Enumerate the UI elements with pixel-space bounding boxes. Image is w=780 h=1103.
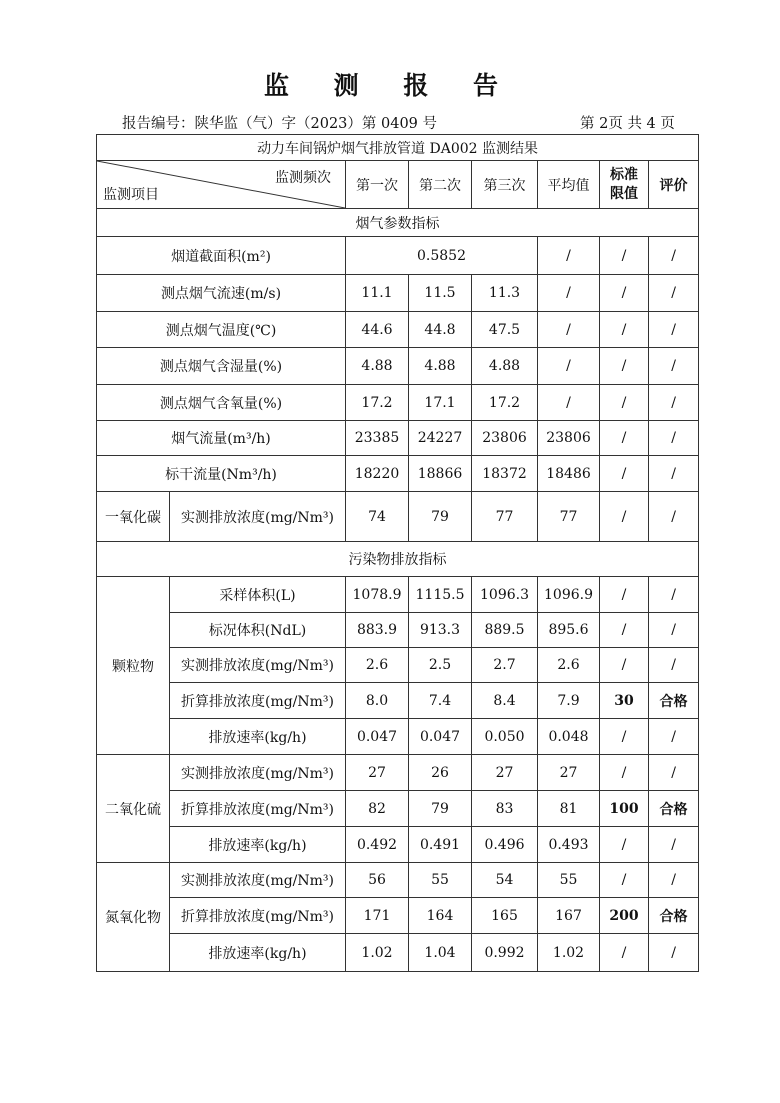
table-row (97, 348, 699, 385)
standard-limit-value: / (600, 312, 649, 348)
diagonal-header-cell (97, 161, 346, 209)
report-number: 报告编号：陕华监（气）字（2023）第 0409 号 (122, 116, 438, 132)
evaluation-value: / (649, 934, 699, 972)
table-row (97, 755, 699, 791)
run-2-value: 79 (409, 492, 472, 542)
header-average: 平均值 (538, 161, 600, 209)
table-row (97, 492, 699, 542)
parameter-label: 烟气流量(m³/h) (97, 421, 346, 456)
table-row (97, 385, 699, 421)
standard-limit-value: / (600, 934, 649, 972)
run-3-value: 0.496 (472, 827, 538, 863)
average-value: 55 (538, 863, 600, 898)
evaluation-value: / (649, 456, 699, 492)
pollutant-group-nox: 氮氧化物 (97, 863, 170, 972)
run-2-value: 55 (409, 863, 472, 898)
standard-limit-value: / (600, 613, 649, 648)
run-2-value: 44.8 (409, 312, 472, 348)
standard-limit-value: 100 (600, 791, 649, 827)
standard-limit-value: 200 (600, 898, 649, 934)
run-1-value: 74 (346, 492, 409, 542)
header-evaluation: 评价 (649, 161, 699, 209)
table-row (97, 237, 699, 275)
evaluation-value: / (649, 755, 699, 791)
section-title-params: 烟气参数指标 (97, 209, 699, 237)
indicator-label: 排放速率(kg/h) (170, 827, 346, 863)
parameter-label: 烟道截面积(m²) (97, 237, 346, 275)
run-2-value: 18866 (409, 456, 472, 492)
header-run-3: 第三次 (472, 161, 538, 209)
run-2-value: 7.4 (409, 683, 472, 719)
run-2-value: 79 (409, 791, 472, 827)
run-3-value: 47.5 (472, 312, 538, 348)
header-standard-limit: 标准限值 (600, 161, 649, 209)
evaluation-value: / (649, 312, 699, 348)
run-1-value: 1.02 (346, 934, 409, 972)
indicator-label: 排放速率(kg/h) (170, 934, 346, 972)
run-3-value: 889.5 (472, 613, 538, 648)
standard-limit-value: 30 (600, 683, 649, 719)
header-run-2: 第二次 (409, 161, 472, 209)
run-1-value: 27 (346, 755, 409, 791)
average-value: / (538, 275, 600, 312)
table-row (97, 827, 699, 863)
header-row (97, 161, 699, 209)
evaluation-value: / (649, 577, 699, 613)
run-3-value: 11.3 (472, 275, 538, 312)
table-row (97, 275, 699, 312)
parameter-label: 测点烟气温度(℃) (97, 312, 346, 348)
run-3-value: 17.2 (472, 385, 538, 421)
run-3-value: 27 (472, 755, 538, 791)
evaluation-value: 合格 (649, 791, 699, 827)
section-title-pollutants: 污染物排放指标 (97, 542, 699, 577)
run-3-value: 77 (472, 492, 538, 542)
standard-limit-value: / (600, 577, 649, 613)
table-row (97, 863, 699, 898)
monitoring-results-table (96, 134, 699, 972)
average-value: / (538, 312, 600, 348)
run-1-value: 23385 (346, 421, 409, 456)
evaluation-value: / (649, 648, 699, 683)
run-2-value: 26 (409, 755, 472, 791)
pollutant-group-so2: 二氧化硫 (97, 755, 170, 863)
table-row (97, 791, 699, 827)
average-value: 23806 (538, 421, 600, 456)
evaluation-value: / (649, 492, 699, 542)
run-1-value: 0.492 (346, 827, 409, 863)
run-2-value: 0.047 (409, 719, 472, 755)
indicator-label: 实测排放浓度(mg/Nm³) (170, 492, 346, 542)
section-row (97, 209, 699, 237)
table-row (97, 719, 699, 755)
run-3-value: 0.992 (472, 934, 538, 972)
run-3-value: 18372 (472, 456, 538, 492)
standard-limit-value: / (600, 237, 649, 275)
average-value: 2.6 (538, 648, 600, 683)
evaluation-value: / (649, 421, 699, 456)
standard-limit-value: / (600, 755, 649, 791)
run-1-value: 4.88 (346, 348, 409, 385)
indicator-label: 折算排放浓度(mg/Nm³) (170, 898, 346, 934)
evaluation-value: / (649, 613, 699, 648)
run-1-value: 11.1 (346, 275, 409, 312)
average-value: 895.6 (538, 613, 600, 648)
evaluation-value: 合格 (649, 683, 699, 719)
indicator-label: 标况体积(NdL) (170, 613, 346, 648)
run-3-value: 2.7 (472, 648, 538, 683)
evaluation-value: / (649, 719, 699, 755)
evaluation-value: / (649, 863, 699, 898)
evaluation-value: / (649, 827, 699, 863)
table-row (97, 898, 699, 934)
header-frequency-label: 监测频次 (275, 170, 331, 186)
table-row (97, 577, 699, 613)
evaluation-value: / (649, 348, 699, 385)
average-value: 1096.9 (538, 577, 600, 613)
average-value: 167 (538, 898, 600, 934)
run-1-value: 56 (346, 863, 409, 898)
run-1-value: 82 (346, 791, 409, 827)
average-value: / (538, 237, 600, 275)
header-item-label: 监测项目 (103, 187, 159, 203)
run-2-value: 24227 (409, 421, 472, 456)
run-3-value: 83 (472, 791, 538, 827)
standard-limit-value: / (600, 719, 649, 755)
run-1-value: 1078.9 (346, 577, 409, 613)
average-value: 81 (538, 791, 600, 827)
table-body (97, 135, 699, 972)
indicator-label: 实测排放浓度(mg/Nm³) (170, 755, 346, 791)
run-2-value: 1.04 (409, 934, 472, 972)
indicator-label: 采样体积(L) (170, 577, 346, 613)
average-value: 1.02 (538, 934, 600, 972)
run-2-value: 164 (409, 898, 472, 934)
parameter-label: 测点烟气含湿量(%) (97, 348, 346, 385)
indicator-label: 实测排放浓度(mg/Nm³) (170, 648, 346, 683)
run-1-value: 171 (346, 898, 409, 934)
evaluation-value: 合格 (649, 898, 699, 934)
run-2-value: 0.491 (409, 827, 472, 863)
average-value: 18486 (538, 456, 600, 492)
run-3-value: 0.050 (472, 719, 538, 755)
standard-limit-value: / (600, 863, 649, 898)
standard-limit-value: / (600, 492, 649, 542)
caption-row (97, 135, 699, 161)
standard-limit-value: / (600, 827, 649, 863)
table-row (97, 421, 699, 456)
run-2-value: 1115.5 (409, 577, 472, 613)
average-value: 77 (538, 492, 600, 542)
parameter-label: 测点烟气含氧量(%) (97, 385, 346, 421)
run-1-value: 17.2 (346, 385, 409, 421)
run-2-value: 17.1 (409, 385, 472, 421)
standard-limit-value: / (600, 648, 649, 683)
run-1-value: 2.6 (346, 648, 409, 683)
table-caption: 动力车间锅炉烟气排放管道 DA002 监测结果 (97, 135, 699, 161)
standard-limit-value: / (600, 348, 649, 385)
standard-limit-value: / (600, 385, 649, 421)
run-1-value: 883.9 (346, 613, 409, 648)
run-1-value: 0.047 (346, 719, 409, 755)
indicator-label: 排放速率(kg/h) (170, 719, 346, 755)
indicator-label: 折算排放浓度(mg/Nm³) (170, 683, 346, 719)
evaluation-value: / (649, 385, 699, 421)
table-row (97, 312, 699, 348)
table-row (97, 683, 699, 719)
average-value: 0.493 (538, 827, 600, 863)
run-2-value: 2.5 (409, 648, 472, 683)
run-3-value: 1096.3 (472, 577, 538, 613)
merged-value-cell: 0.5852 (346, 237, 538, 275)
evaluation-value: / (649, 237, 699, 275)
parameter-label: 标干流量(Nm³/h) (97, 456, 346, 492)
average-value: / (538, 348, 600, 385)
run-2-value: 11.5 (409, 275, 472, 312)
page-info: 第 2页 共 4 页 (580, 116, 675, 132)
run-3-value: 165 (472, 898, 538, 934)
run-2-value: 4.88 (409, 348, 472, 385)
average-value: 0.048 (538, 719, 600, 755)
standard-limit-value: / (600, 456, 649, 492)
section-row (97, 542, 699, 577)
table-row (97, 648, 699, 683)
run-1-value: 44.6 (346, 312, 409, 348)
report-title: 监 测 报 告 (263, 71, 517, 100)
average-value: 7.9 (538, 683, 600, 719)
run-1-value: 18220 (346, 456, 409, 492)
run-1-value: 8.0 (346, 683, 409, 719)
parameter-label: 测点烟气流速(m/s) (97, 275, 346, 312)
run-3-value: 4.88 (472, 348, 538, 385)
pollutant-group-co: 一氧化碳 (97, 492, 170, 542)
run-2-value: 913.3 (409, 613, 472, 648)
table-row (97, 456, 699, 492)
indicator-label: 实测排放浓度(mg/Nm³) (170, 863, 346, 898)
run-3-value: 8.4 (472, 683, 538, 719)
evaluation-value: / (649, 275, 699, 312)
header-run-1: 第一次 (346, 161, 409, 209)
pollutant-group-particulate: 颗粒物 (97, 577, 170, 755)
table-row (97, 934, 699, 972)
indicator-label: 折算排放浓度(mg/Nm³) (170, 791, 346, 827)
average-value: 27 (538, 755, 600, 791)
run-3-value: 54 (472, 863, 538, 898)
standard-limit-value: / (600, 421, 649, 456)
run-3-value: 23806 (472, 421, 538, 456)
table-row (97, 613, 699, 648)
average-value: / (538, 385, 600, 421)
standard-limit-value: / (600, 275, 649, 312)
